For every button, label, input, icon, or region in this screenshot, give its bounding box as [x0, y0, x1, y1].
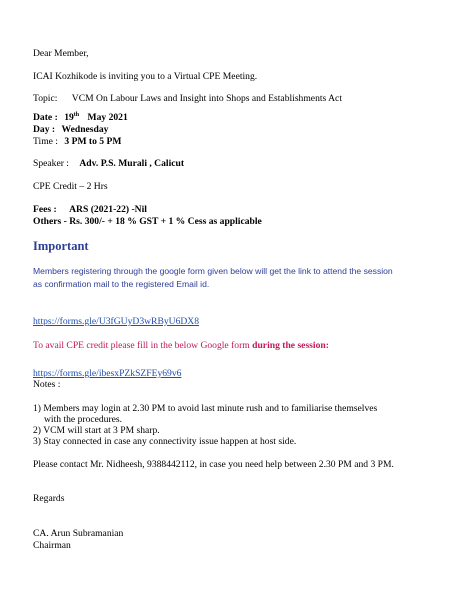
fees-value: ARS (2021-22) -Nil — [69, 204, 147, 215]
contact-text: Please contact Mr. Nidheesh, 9388442112, in case you need help between 2.30 PM and 3 PM. — [33, 459, 394, 470]
fees-label: Fees : — [33, 204, 57, 215]
note-item-1-cont: with the procedures. — [44, 414, 123, 425]
signature-name: CA. Arun Subramanian — [33, 528, 124, 539]
important-text-line1: Members registering through the google form given below will get the link to attend the session — [33, 266, 393, 276]
day-value: Wednesday — [61, 124, 109, 135]
speaker-line — [33, 158, 184, 170]
time-value: 3 PM to 5 PM — [64, 136, 122, 147]
time-label: Time : — [33, 136, 58, 147]
fees-line — [33, 204, 147, 216]
topic-line — [33, 93, 342, 105]
day-line — [33, 124, 108, 136]
note-item-2: 2) VCM will start at 3 PM sharp. — [33, 425, 160, 436]
speaker-label: Speaker : — [33, 158, 69, 169]
date-label: Date : — [33, 112, 58, 123]
registration-form-link[interactable]: https://forms.gle/U3fGUyD3wRByU6DX8 — [33, 316, 200, 327]
intro-text: ICAI Kozhikode is inviting you to a Virtual CPE Meeting. — [33, 71, 258, 82]
cpe-credit-text: CPE Credit – 2 Hrs — [33, 181, 108, 192]
important-text-line2: as confirmation mail to the registered Email id. — [33, 279, 210, 289]
date-day-num: 19 — [64, 112, 74, 123]
cpe-form-note-bold: during the session: — [252, 340, 329, 351]
date-line — [33, 112, 128, 124]
note-item-3: 3) Stay connected in case any connectivity issue happen at host side. — [33, 436, 297, 447]
cpe-credit — [33, 181, 108, 193]
time-line — [33, 136, 121, 148]
cpe-form-note — [33, 340, 329, 352]
topic-label: Topic: — [33, 93, 58, 104]
important-heading: Important — [33, 239, 89, 253]
topic-value: VCM On Labour Laws and Insight into Shops and Establishments Act — [71, 93, 342, 104]
speaker-value: Adv. P.S. Murali , Calicut — [79, 158, 185, 169]
date-suffix: th — [73, 112, 80, 118]
cpe-form-note-text: To avail CPE credit please fill in the below Google form — [33, 340, 250, 351]
notes-label: Notes : — [33, 379, 61, 390]
fees-others: Others - Rs. 300/- + 18 % GST + 1 % Cess as applicable — [33, 216, 262, 227]
signature-title: Chairman — [33, 540, 71, 551]
cpe-form-link[interactable]: https://forms.gle/ibesxPZkSZFEy69v6 — [33, 368, 182, 379]
date-rest: May 2021 — [87, 112, 128, 123]
day-label: Day : — [33, 124, 56, 135]
note-item-1: 1) Members may login at 2.30 PM to avoid last minute rush and to familiarise themselves — [33, 403, 378, 414]
regards: Regards — [33, 493, 65, 504]
greeting: Dear Member, — [33, 48, 89, 59]
